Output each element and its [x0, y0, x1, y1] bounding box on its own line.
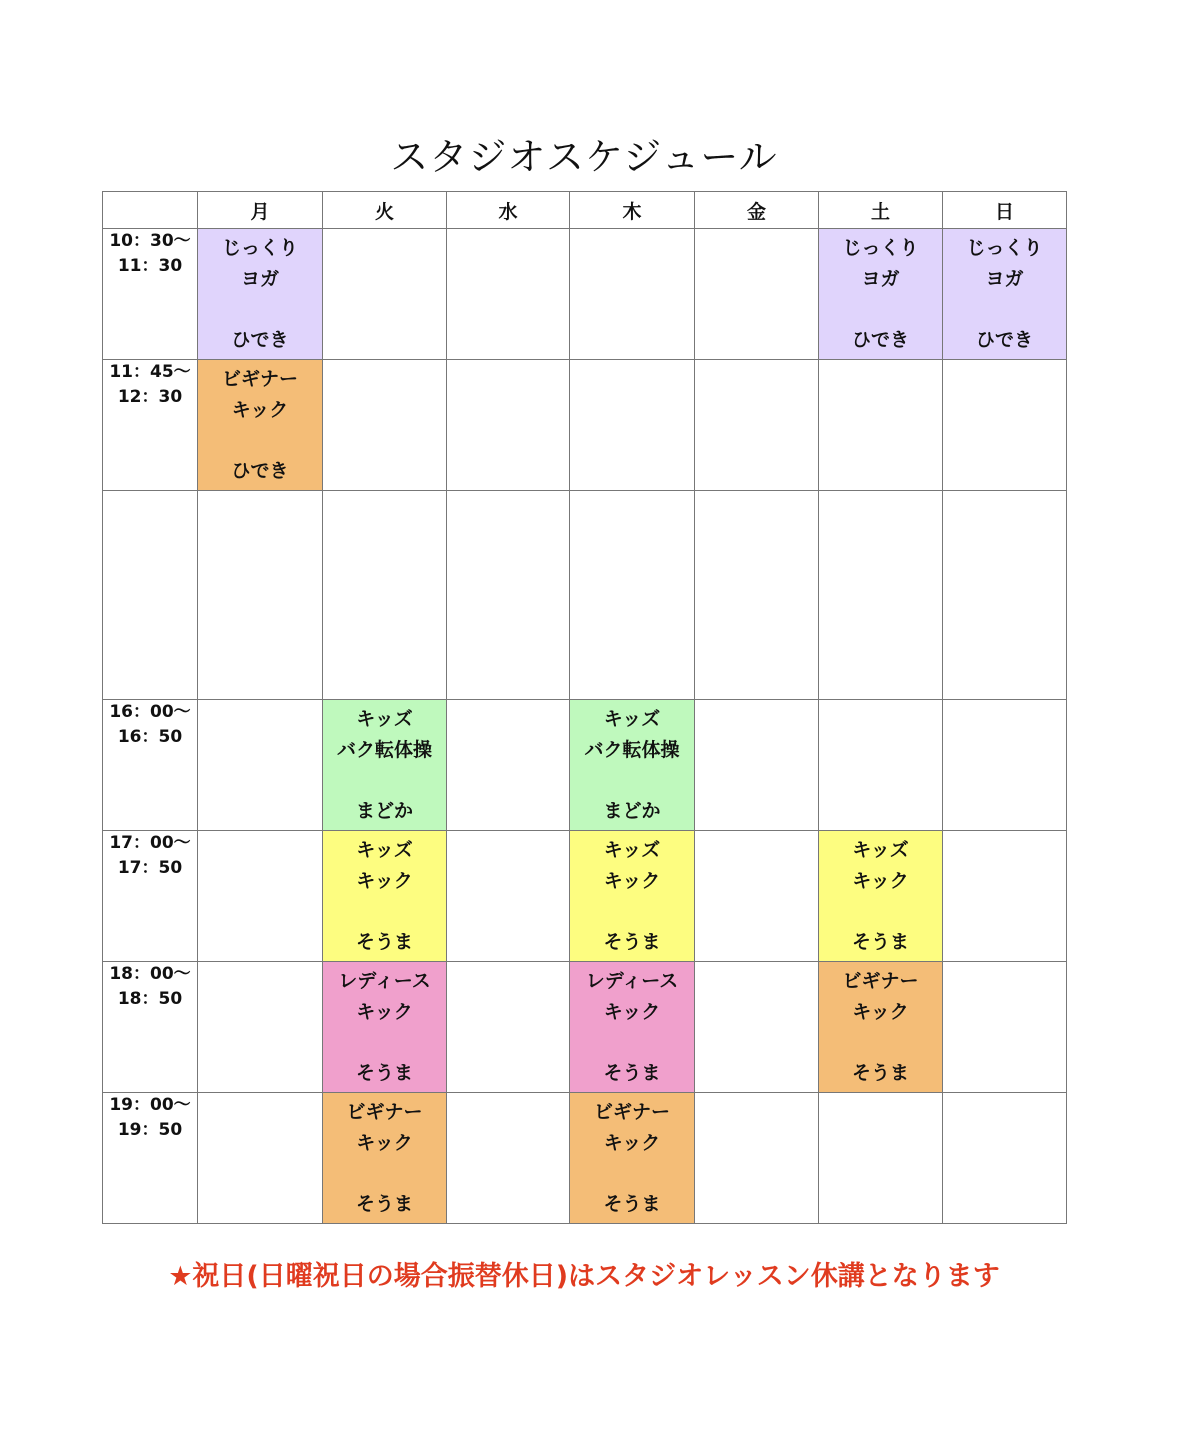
time-start: 10：30〜: [109, 231, 191, 251]
time-start: 11：45〜: [109, 362, 191, 382]
class-cell: [323, 962, 447, 1093]
empty-cell: [198, 491, 323, 700]
time-end: 11：30: [117, 256, 183, 276]
class-cell: [570, 831, 695, 962]
empty-cell: [447, 831, 570, 962]
class-cell: [323, 831, 447, 962]
empty-cell: [943, 491, 1067, 700]
empty-cell: [447, 962, 570, 1093]
class-name-line2: キック: [852, 870, 909, 892]
instructor-name: まどか: [603, 800, 661, 822]
empty-cell: [198, 962, 323, 1093]
time-row: [103, 700, 1067, 831]
time-row: [103, 229, 1067, 360]
time-end: 17：50: [117, 858, 183, 878]
empty-cell: [695, 831, 819, 962]
empty-cell: [447, 491, 570, 700]
class-cell: [323, 1093, 447, 1224]
class-name-line1: ビギナー: [593, 1101, 670, 1123]
time-cell: [103, 1093, 198, 1224]
empty-cell: [570, 229, 695, 360]
class-name-line2: バク転体操: [584, 739, 680, 761]
class-name-line2: キック: [603, 1001, 661, 1023]
empty-cell: [323, 360, 447, 491]
day-header-thu: 木: [570, 192, 695, 229]
instructor-name: そうま: [851, 931, 909, 953]
empty-cell: [819, 1093, 943, 1224]
instructor-name: ひでき: [231, 329, 289, 351]
class-name-line1: キッズ: [356, 839, 413, 861]
empty-cell: [103, 491, 198, 700]
gap-row: [103, 491, 1067, 700]
time-end: 12：30: [117, 387, 183, 407]
empty-cell: [943, 962, 1067, 1093]
instructor-name: ひでき: [851, 329, 909, 351]
empty-cell: [943, 831, 1067, 962]
day-header-sun: 日: [943, 192, 1067, 229]
class-name-line2: キック: [356, 1132, 413, 1154]
day-header-wed: 水: [447, 192, 570, 229]
empty-cell: [819, 491, 943, 700]
class-name-line1: ビギナー: [221, 368, 298, 390]
day-header-fri: 金: [695, 192, 819, 229]
instructor-name: そうま: [603, 1062, 661, 1084]
class-name-line2: ヨガ: [985, 268, 1024, 290]
class-cell: [943, 229, 1067, 360]
class-name-line2: ヨガ: [861, 268, 900, 290]
instructor-name: そうま: [603, 931, 661, 953]
class-name-line2: キック: [603, 870, 661, 892]
class-name-line2: ヨガ: [240, 268, 279, 290]
instructor-name: ひでき: [231, 460, 289, 482]
time-cell: [103, 360, 198, 491]
empty-cell: [695, 962, 819, 1093]
page-title: スタジオスケジュール: [390, 135, 778, 179]
class-name-line2: キック: [356, 1001, 413, 1023]
class-cell: [570, 1093, 695, 1224]
time-cell: [103, 831, 198, 962]
class-name-line1: ビギナー: [346, 1101, 423, 1123]
class-name-line1: キッズ: [356, 708, 413, 730]
class-name-line1: じっくり: [966, 237, 1043, 259]
empty-cell: [695, 229, 819, 360]
time-row: [103, 360, 1067, 491]
class-cell: [819, 229, 943, 360]
class-name-line1: じっくり: [221, 237, 298, 259]
time-row: [103, 1093, 1067, 1224]
empty-cell: [447, 360, 570, 491]
time-start: 16：00〜: [109, 702, 191, 722]
empty-cell: [570, 491, 695, 700]
instructor-name: ひでき: [975, 329, 1033, 351]
header-row: [103, 192, 1067, 229]
class-name-line2: バク転体操: [336, 739, 432, 761]
time-end: 16：50: [117, 727, 183, 747]
class-cell: [570, 700, 695, 831]
empty-cell: [819, 360, 943, 491]
empty-cell: [447, 1093, 570, 1224]
empty-cell: [198, 1093, 323, 1224]
instructor-name: そうま: [851, 1062, 909, 1084]
empty-cell: [943, 700, 1067, 831]
class-name-line1: キッズ: [852, 839, 909, 861]
time-cell: [103, 229, 198, 360]
empty-cell: [198, 831, 323, 962]
class-cell: [819, 962, 943, 1093]
day-header-tue: 火: [323, 192, 447, 229]
time-start: 19：00〜: [109, 1095, 191, 1115]
instructor-name: まどか: [355, 800, 413, 822]
class-name-line1: キッズ: [603, 839, 661, 861]
class-cell: [819, 831, 943, 962]
holiday-notice: ★祝日(日曜祝日の場合振替休日)はスタジオレッスン休講となります: [168, 1261, 1000, 1292]
empty-cell: [695, 491, 819, 700]
empty-cell: [323, 229, 447, 360]
class-name-line1: レディース: [338, 970, 431, 992]
instructor-name: そうま: [355, 1062, 413, 1084]
time-end: 18：50: [117, 989, 183, 1009]
empty-cell: [198, 700, 323, 831]
class-name-line2: キック: [852, 1001, 909, 1023]
class-name-line1: じっくり: [842, 237, 919, 259]
class-cell: [323, 700, 447, 831]
empty-cell: [570, 360, 695, 491]
empty-cell: [695, 360, 819, 491]
schedule-table: [102, 191, 1067, 1224]
empty-cell: [447, 700, 570, 831]
time-cell: [103, 962, 198, 1093]
class-cell: [198, 229, 323, 360]
instructor-name: そうま: [603, 1193, 661, 1215]
class-name-line1: ビギナー: [842, 970, 919, 992]
time-start: 17：00〜: [109, 833, 191, 853]
time-row: [103, 962, 1067, 1093]
class-name-line2: キック: [603, 1132, 661, 1154]
empty-cell: [695, 700, 819, 831]
class-name-line2: キック: [356, 870, 413, 892]
class-name-line2: キック: [231, 399, 289, 421]
class-name-line1: キッズ: [603, 708, 661, 730]
instructor-name: そうま: [355, 931, 413, 953]
empty-cell: [695, 1093, 819, 1224]
empty-cell: [943, 360, 1067, 491]
time-cell: [103, 700, 198, 831]
time-row: [103, 831, 1067, 962]
class-name-line1: レディース: [585, 970, 679, 992]
empty-cell: [819, 700, 943, 831]
day-header-sat: 土: [819, 192, 943, 229]
empty-cell: [323, 491, 447, 700]
time-end: 19：50: [117, 1120, 183, 1140]
class-cell: [198, 360, 323, 491]
class-cell: [570, 962, 695, 1093]
header-corner: [103, 192, 198, 229]
instructor-name: そうま: [355, 1193, 413, 1215]
empty-cell: [943, 1093, 1067, 1224]
time-start: 18：00〜: [109, 964, 191, 984]
day-header-mon: 月: [198, 192, 323, 229]
empty-cell: [447, 229, 570, 360]
